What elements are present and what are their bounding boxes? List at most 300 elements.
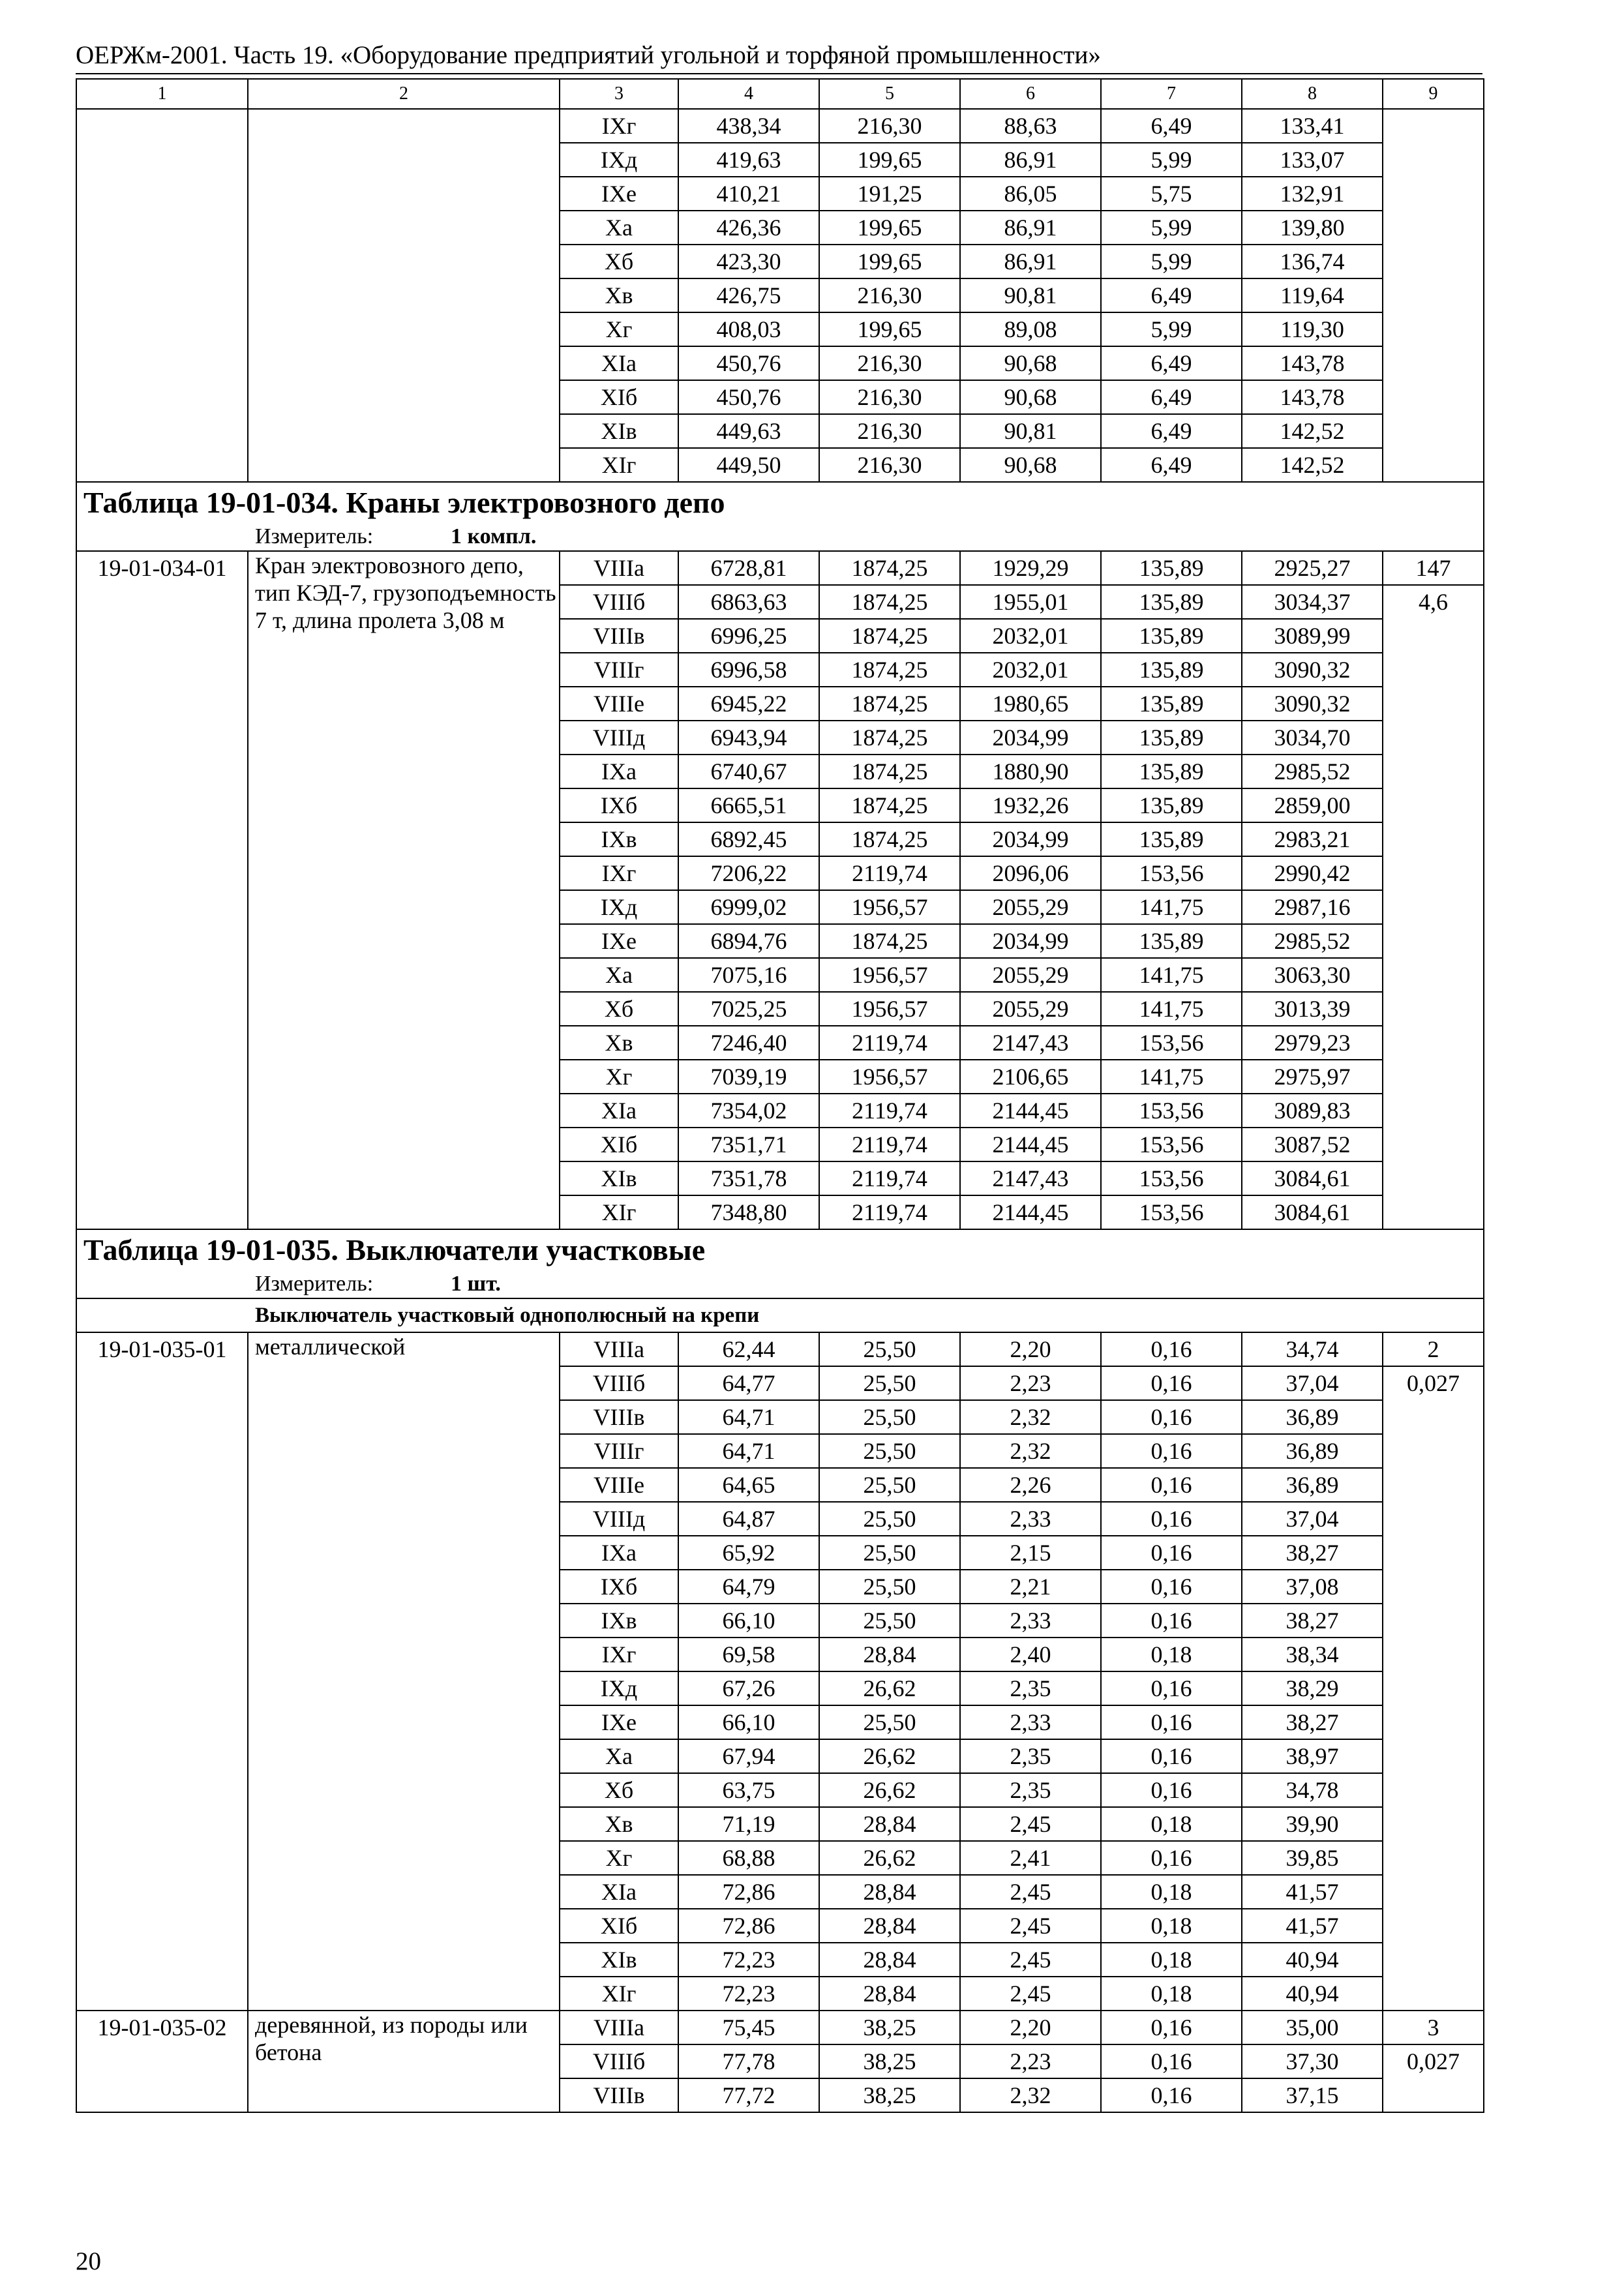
value-cell: 66,10 [678, 1604, 819, 1638]
value-cell: 37,04 [1242, 1502, 1383, 1536]
zone-code: Xг [560, 312, 678, 346]
unit-line [76, 523, 1484, 551]
zone-code: VIIIд [560, 1502, 678, 1536]
zone-code: Xб [560, 1773, 678, 1807]
unit-line [76, 1270, 1484, 1298]
table-row [76, 551, 1484, 585]
value-cell: 6,49 [1101, 414, 1242, 448]
value-cell: 28,84 [819, 1977, 960, 2011]
value-cell: 2,33 [960, 1604, 1101, 1638]
value-cell: 0,18 [1101, 1943, 1242, 1977]
value-cell: 0,16 [1101, 1434, 1242, 1468]
value-cell: 2119,74 [819, 1026, 960, 1060]
zone-code: Xв [560, 1807, 678, 1841]
value-cell: 2106,65 [960, 1060, 1101, 1094]
value-cell: 2034,99 [960, 822, 1101, 856]
zone-code: VIIIа [560, 2011, 678, 2044]
value-cell: 6,49 [1101, 448, 1242, 482]
zone-code: VIIIг [560, 1434, 678, 1468]
zone-code: Xв [560, 278, 678, 312]
value-cell: 216,30 [819, 414, 960, 448]
value-cell: 63,75 [678, 1773, 819, 1807]
page-title: ОЕРЖм-2001. Часть 19. «Оборудование предприятий угольной и торфяной промышленности» [76, 41, 1101, 69]
value-cell: 36,89 [1242, 1468, 1383, 1502]
subheading-row [76, 1298, 1484, 1332]
unit-label: Измеритель: [255, 1272, 374, 1296]
value-cell: 1874,25 [819, 551, 960, 585]
value-cell: 86,05 [960, 177, 1101, 211]
zone-code: VIIIв [560, 1400, 678, 1434]
value-cell: 2,32 [960, 2078, 1101, 2112]
value-cell: 1956,57 [819, 890, 960, 924]
zone-code: XIг [560, 1195, 678, 1229]
value-cell: 25,50 [819, 1332, 960, 1366]
unit-label: Измеритель: [255, 524, 374, 548]
value-cell: 36,89 [1242, 1434, 1383, 1468]
value-cell: 7246,40 [678, 1026, 819, 1060]
value-cell: 86,91 [960, 143, 1101, 177]
value-cell: 3063,30 [1242, 958, 1383, 992]
zone-code: XIб [560, 1128, 678, 1161]
empty-cell [248, 109, 560, 482]
value-cell: 67,26 [678, 1671, 819, 1705]
value-cell: 40,94 [1242, 1943, 1383, 1977]
zone-code: VIIIб [560, 585, 678, 619]
value-cell: 25,50 [819, 1570, 960, 1604]
value-cell: 77,78 [678, 2044, 819, 2078]
value-cell: 2985,52 [1242, 924, 1383, 958]
value-cell: 438,34 [678, 109, 819, 143]
value-cell: 119,30 [1242, 312, 1383, 346]
value-cell: 7025,25 [678, 992, 819, 1026]
value-cell: 1956,57 [819, 958, 960, 992]
value-cell: 6728,81 [678, 551, 819, 585]
value-cell: 38,27 [1242, 1604, 1383, 1638]
value-cell: 2147,43 [960, 1161, 1101, 1195]
zone-code: VIIIб [560, 1366, 678, 1400]
value-cell: 38,25 [819, 2044, 960, 2078]
value-cell: 408,03 [678, 312, 819, 346]
value-cell: 6,49 [1101, 380, 1242, 414]
value-cell: 62,44 [678, 1332, 819, 1366]
value-cell: 3089,99 [1242, 619, 1383, 653]
value-cell: 25,50 [819, 1366, 960, 1400]
value-cell: 0,16 [1101, 2044, 1242, 2078]
value-cell: 1929,29 [960, 551, 1101, 585]
value-cell: 3034,70 [1242, 721, 1383, 755]
zone-code: IXд [560, 143, 678, 177]
value-cell: 37,30 [1242, 2044, 1383, 2078]
value-cell: 1980,65 [960, 687, 1101, 721]
value-cell: 2032,01 [960, 653, 1101, 687]
zone-code: IXб [560, 788, 678, 822]
value-cell: 449,63 [678, 414, 819, 448]
zone-code: XIа [560, 346, 678, 380]
value-cell: 0,16 [1101, 1468, 1242, 1502]
unit-value: 1 компл. [451, 524, 537, 548]
value-cell: 2,41 [960, 1841, 1101, 1875]
zone-code: IXа [560, 755, 678, 788]
value-cell: 135,89 [1101, 755, 1242, 788]
value-cell: 34,74 [1242, 1332, 1383, 1366]
value-cell: 2985,52 [1242, 755, 1383, 788]
item-name: Кран электровозного депо, тип КЭД-7, грузоподъемность 7 т, длина пролета 3,08 м [248, 551, 560, 1229]
zone-code: XIв [560, 1161, 678, 1195]
value-cell: 153,56 [1101, 1094, 1242, 1128]
table-title-034: Таблица 19-01-034. Краны электровозного депо [76, 482, 1484, 523]
value-cell: 450,76 [678, 380, 819, 414]
title-divider [76, 73, 1482, 74]
value-cell: 7354,02 [678, 1094, 819, 1128]
column-number: 1 [76, 79, 248, 109]
value-cell: 2,23 [960, 2044, 1101, 2078]
value-cell: 2,40 [960, 1638, 1101, 1671]
value-cell: 7206,22 [678, 856, 819, 890]
value-cell: 0,16 [1101, 1841, 1242, 1875]
zone-code: Xг [560, 1060, 678, 1094]
value-cell: 28,84 [819, 1909, 960, 1943]
value-cell: 2987,16 [1242, 890, 1383, 924]
value-cell: 5,99 [1101, 312, 1242, 346]
value-cell: 423,30 [678, 245, 819, 278]
value-cell: 25,50 [819, 1468, 960, 1502]
zone-code: Xа [560, 958, 678, 992]
value-cell: 0,16 [1101, 2011, 1242, 2044]
value-cell: 25,50 [819, 1536, 960, 1570]
value-cell: 1874,25 [819, 721, 960, 755]
value-cell: 191,25 [819, 177, 960, 211]
value-cell: 34,78 [1242, 1773, 1383, 1807]
value-cell: 2147,43 [960, 1026, 1101, 1060]
value-cell: 2144,45 [960, 1094, 1101, 1128]
value-cell: 1874,25 [819, 788, 960, 822]
column-number: 4 [678, 79, 819, 109]
value-cell: 72,86 [678, 1909, 819, 1943]
value-cell: 89,08 [960, 312, 1101, 346]
table-title-035: Таблица 19-01-035. Выключатели участковые [76, 1229, 1484, 1270]
value-cell: 64,71 [678, 1400, 819, 1434]
zone-code: VIIIб [560, 2044, 678, 2078]
column-number: 6 [960, 79, 1101, 109]
zone-code: VIIIа [560, 1332, 678, 1366]
unit-row [76, 523, 1484, 551]
item-code: 19-01-035-02 [76, 2011, 248, 2112]
value-cell: 90,68 [960, 448, 1101, 482]
value-cell: 28,84 [819, 1638, 960, 1671]
value-cell: 0,16 [1101, 1332, 1242, 1366]
empty-cell [1383, 109, 1484, 482]
value-cell: 28,84 [819, 1807, 960, 1841]
value-cell: 1874,25 [819, 924, 960, 958]
value-cell: 77,72 [678, 2078, 819, 2112]
value-cell: 68,88 [678, 1841, 819, 1875]
value-cell: 216,30 [819, 448, 960, 482]
value-cell: 64,71 [678, 1434, 819, 1468]
value-cell: 7075,16 [678, 958, 819, 992]
value-cell: 88,63 [960, 109, 1101, 143]
value-cell: 26,62 [819, 1671, 960, 1705]
value-cell: 135,89 [1101, 687, 1242, 721]
value-cell: 25,50 [819, 1400, 960, 1434]
value-cell: 66,10 [678, 1705, 819, 1739]
value-cell: 38,27 [1242, 1536, 1383, 1570]
value-cell: 199,65 [819, 312, 960, 346]
value-cell: 26,62 [819, 1739, 960, 1773]
col9-value: 0,027 [1383, 1366, 1484, 2011]
value-cell: 119,64 [1242, 278, 1383, 312]
value-cell: 2990,42 [1242, 856, 1383, 890]
unit-row [76, 1270, 1484, 1298]
value-cell: 6,49 [1101, 109, 1242, 143]
col9-value: 4,6 [1383, 585, 1484, 1229]
value-cell: 1874,25 [819, 822, 960, 856]
table-row [76, 1332, 1484, 1366]
value-cell: 139,80 [1242, 211, 1383, 245]
value-cell: 135,89 [1101, 721, 1242, 755]
value-cell: 2,45 [960, 1977, 1101, 2011]
value-cell: 35,00 [1242, 2011, 1383, 2044]
value-cell: 216,30 [819, 346, 960, 380]
value-cell: 6863,63 [678, 585, 819, 619]
value-cell: 2119,74 [819, 1094, 960, 1128]
value-cell: 5,99 [1101, 143, 1242, 177]
value-cell: 38,34 [1242, 1638, 1383, 1671]
value-cell: 6665,51 [678, 788, 819, 822]
value-cell: 2055,29 [960, 890, 1101, 924]
column-number: 7 [1101, 79, 1242, 109]
table-row [76, 2011, 1484, 2044]
zone-code: Xг [560, 1841, 678, 1875]
value-cell: 2,35 [960, 1739, 1101, 1773]
value-cell: 6996,25 [678, 619, 819, 653]
value-cell: 1874,25 [819, 755, 960, 788]
column-number-row [76, 79, 1484, 109]
value-cell: 28,84 [819, 1875, 960, 1909]
value-cell: 90,81 [960, 414, 1101, 448]
value-cell: 7351,71 [678, 1128, 819, 1161]
value-cell: 2,20 [960, 2011, 1101, 2044]
value-cell: 90,81 [960, 278, 1101, 312]
zone-code: VIIIе [560, 1468, 678, 1502]
value-cell: 2979,23 [1242, 1026, 1383, 1060]
value-cell: 1874,25 [819, 619, 960, 653]
value-cell: 1880,90 [960, 755, 1101, 788]
value-cell: 0,18 [1101, 1909, 1242, 1943]
value-cell: 25,50 [819, 1434, 960, 1468]
value-cell: 135,89 [1101, 585, 1242, 619]
value-cell: 0,16 [1101, 1400, 1242, 1434]
table-title-row [76, 1229, 1484, 1270]
zone-code: IXд [560, 890, 678, 924]
value-cell: 86,91 [960, 211, 1101, 245]
zone-code: XIа [560, 1875, 678, 1909]
value-cell: 6892,45 [678, 822, 819, 856]
value-cell: 6999,02 [678, 890, 819, 924]
value-cell: 0,16 [1101, 1502, 1242, 1536]
item-code: 19-01-035-01 [76, 1332, 248, 2011]
value-cell: 2,45 [960, 1807, 1101, 1841]
value-cell: 2,45 [960, 1875, 1101, 1909]
value-cell: 0,18 [1101, 1977, 1242, 2011]
value-cell: 199,65 [819, 245, 960, 278]
zone-code: VIIIа [560, 551, 678, 585]
value-cell: 2034,99 [960, 924, 1101, 958]
value-cell: 2,45 [960, 1909, 1101, 1943]
value-cell: 28,84 [819, 1943, 960, 1977]
col9-value: 2 [1383, 1332, 1484, 1366]
value-cell: 1932,26 [960, 788, 1101, 822]
empty-cell [76, 109, 248, 482]
zone-code: IXе [560, 177, 678, 211]
value-cell: 5,75 [1101, 177, 1242, 211]
value-cell: 135,89 [1101, 551, 1242, 585]
value-cell: 136,74 [1242, 245, 1383, 278]
value-cell: 2119,74 [819, 1195, 960, 1229]
zone-code: VIIIг [560, 653, 678, 687]
value-cell: 133,41 [1242, 109, 1383, 143]
value-cell: 38,25 [819, 2078, 960, 2112]
value-cell: 2055,29 [960, 958, 1101, 992]
value-cell: 64,87 [678, 1502, 819, 1536]
zone-code: Xб [560, 245, 678, 278]
value-cell: 37,15 [1242, 2078, 1383, 2112]
value-cell: 3090,32 [1242, 687, 1383, 721]
value-cell: 0,16 [1101, 1604, 1242, 1638]
value-cell: 2,20 [960, 1332, 1101, 1366]
value-cell: 153,56 [1101, 1128, 1242, 1161]
value-cell: 3013,39 [1242, 992, 1383, 1026]
value-cell: 135,89 [1101, 788, 1242, 822]
item-name: деревянной, из породы или бетона [248, 2011, 560, 2112]
value-cell: 40,94 [1242, 1977, 1383, 2011]
value-cell: 39,85 [1242, 1841, 1383, 1875]
value-cell: 2096,06 [960, 856, 1101, 890]
table-row [76, 109, 1484, 143]
item-code: 19-01-034-01 [76, 551, 248, 1229]
value-cell: 90,68 [960, 380, 1101, 414]
value-cell: 65,92 [678, 1536, 819, 1570]
value-cell: 69,58 [678, 1638, 819, 1671]
value-cell: 6,49 [1101, 346, 1242, 380]
value-cell: 2,32 [960, 1434, 1101, 1468]
value-cell: 135,89 [1101, 619, 1242, 653]
zone-code: IXб [560, 1570, 678, 1604]
value-cell: 26,62 [819, 1773, 960, 1807]
value-cell: 6,49 [1101, 278, 1242, 312]
value-cell: 37,08 [1242, 1570, 1383, 1604]
column-number: 8 [1242, 79, 1383, 109]
value-cell: 71,19 [678, 1807, 819, 1841]
value-cell: 132,91 [1242, 177, 1383, 211]
value-cell: 25,50 [819, 1604, 960, 1638]
value-cell: 143,78 [1242, 346, 1383, 380]
value-cell: 6996,58 [678, 653, 819, 687]
value-cell: 153,56 [1101, 1195, 1242, 1229]
value-cell: 0,16 [1101, 1366, 1242, 1400]
col9-value: 147 [1383, 551, 1484, 585]
value-cell: 75,45 [678, 2011, 819, 2044]
value-cell: 2,35 [960, 1671, 1101, 1705]
value-cell: 2,23 [960, 1366, 1101, 1400]
unit-value: 1 шт. [451, 1272, 501, 1296]
value-cell: 2034,99 [960, 721, 1101, 755]
value-cell: 7348,80 [678, 1195, 819, 1229]
value-cell: 2,33 [960, 1502, 1101, 1536]
subheading: Выключатель участковый однополюсный на крепи [76, 1298, 1484, 1332]
zone-code: VIIIд [560, 721, 678, 755]
value-cell: 141,75 [1101, 890, 1242, 924]
value-cell: 2,15 [960, 1536, 1101, 1570]
value-cell: 426,36 [678, 211, 819, 245]
value-cell: 2,35 [960, 1773, 1101, 1807]
value-cell: 67,94 [678, 1739, 819, 1773]
value-cell: 3089,83 [1242, 1094, 1383, 1128]
value-cell: 25,50 [819, 1502, 960, 1536]
zone-code: IXе [560, 924, 678, 958]
value-cell: 135,89 [1101, 924, 1242, 958]
value-cell: 2975,97 [1242, 1060, 1383, 1094]
value-cell: 1874,25 [819, 653, 960, 687]
value-cell: 5,99 [1101, 245, 1242, 278]
value-cell: 90,68 [960, 346, 1101, 380]
value-cell: 0,16 [1101, 1570, 1242, 1604]
value-cell: 3090,32 [1242, 653, 1383, 687]
value-cell: 64,77 [678, 1366, 819, 1400]
value-cell: 216,30 [819, 278, 960, 312]
column-number: 9 [1383, 79, 1484, 109]
zone-code: IXе [560, 1705, 678, 1739]
value-cell: 38,27 [1242, 1705, 1383, 1739]
value-cell: 142,52 [1242, 448, 1383, 482]
value-cell: 0,18 [1101, 1638, 1242, 1671]
zone-code: IXв [560, 822, 678, 856]
value-cell: 216,30 [819, 380, 960, 414]
page-number: 20 [76, 2247, 101, 2275]
zone-code: IXд [560, 1671, 678, 1705]
value-cell: 141,75 [1101, 1060, 1242, 1094]
value-cell: 2,45 [960, 1943, 1101, 1977]
value-cell: 5,99 [1101, 211, 1242, 245]
value-cell: 3084,61 [1242, 1195, 1383, 1229]
value-cell: 153,56 [1101, 856, 1242, 890]
value-cell: 7351,78 [678, 1161, 819, 1195]
zone-code: VIIIв [560, 2078, 678, 2112]
zone-code: IXа [560, 1536, 678, 1570]
value-cell: 2,33 [960, 1705, 1101, 1739]
value-cell: 449,50 [678, 448, 819, 482]
zone-code: XIг [560, 448, 678, 482]
zone-code: XIв [560, 1943, 678, 1977]
item-name: металлической [248, 1332, 560, 2011]
column-number: 5 [819, 79, 960, 109]
value-cell: 6740,67 [678, 755, 819, 788]
value-cell: 426,75 [678, 278, 819, 312]
value-cell: 64,65 [678, 1468, 819, 1502]
value-cell: 6945,22 [678, 687, 819, 721]
zone-code: Xб [560, 992, 678, 1026]
zone-code: XIа [560, 1094, 678, 1128]
zone-code: IXг [560, 109, 678, 143]
value-cell: 142,52 [1242, 414, 1383, 448]
value-cell: 143,78 [1242, 380, 1383, 414]
value-cell: 2,21 [960, 1570, 1101, 1604]
value-cell: 0,18 [1101, 1807, 1242, 1841]
value-cell: 133,07 [1242, 143, 1383, 177]
value-cell: 2055,29 [960, 992, 1101, 1026]
column-number: 2 [248, 79, 560, 109]
value-cell: 2032,01 [960, 619, 1101, 653]
col9-value: 3 [1383, 2011, 1484, 2044]
